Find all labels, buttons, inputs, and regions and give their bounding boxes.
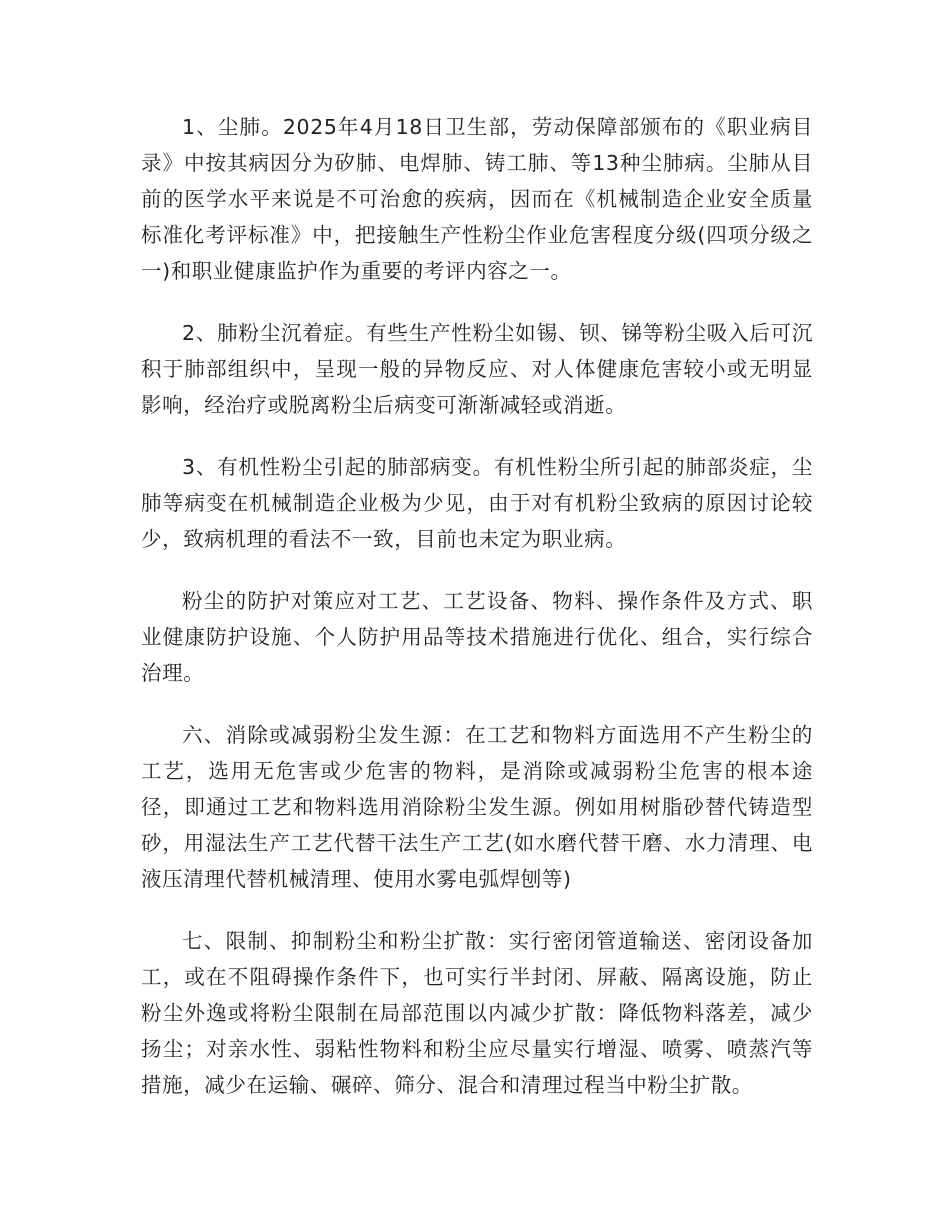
paragraph-dust-protection-strategy: 粉尘的防护对策应对工艺、工艺设备、物料、操作条件及方式、职业健康防护设施、个人防护用品等技术措施进行优化、组合，实行综合治理。 [141,589,813,685]
document-body [141,109,813,1129]
paragraph-organic-dust-lung-disease: 3、有机性粉尘引起的肺部病变。有机性粉尘所引起的肺部炎症，尘肺等病变在机械制造企业极为少见，由于对有机粉尘致病的原因讨论较少，致病机理的看法不一致，目前也未定为职业病。 [141,455,813,551]
paragraph-restrict-dust-spread: 七、限制、抑制粉尘和粉尘扩散：实行密闭管道输送、密闭设备加工，或在不阻碍操作条件下，也可实行半封闭、屏蔽、隔离设施，防止粉尘外逸或将粉尘限制在局部范围以内减少扩散：降低物料落差，减少扬尘；对亲水性、弱粘性物料和粉尘应尽量实行增湿、喷雾、喷蒸汽等措施，减少在运输、碾碎、筛分、混合和清理过程当中粉尘扩散。 [141,929,813,1097]
paragraph-pulmonary-dust-deposition: 2、肺粉尘沉着症。有些生产性粉尘如锡、钡、锑等粉尘吸入后可沉积于肺部组织中，呈现一般的异物反应、对人体健康危害较小或无明显影响，经治疗或脱离粉尘后病变可渐渐减轻或消逝。 [141,321,813,417]
paragraph-eliminate-dust-source: 六、消除或减弱粉尘发生源：在工艺和物料方面选用不产生粉尘的工艺，选用无危害或少危害的物料，是消除或减弱粉尘危害的根本途径，即通过工艺和物料选用消除粉尘发生源。例如用树脂砂替代铸造型砂，用湿法生产工艺代替干法生产工艺(如水磨代替干磨、水力清理、电液压清理代替机械清理、使用水雾电弧焊刨等) [141,723,813,891]
paragraph-pneumoconiosis: 1、尘肺。2025年4月18日卫生部，劳动保障部颁布的《职业病目录》中按其病因分为矽肺、电焊肺、铸工肺、等13种尘肺病。尘肺从目前的医学水平来说是不可治愈的疾病，因而在《机械制造企业安全质量标准化考评标准》中，把接触生产性粉尘作业危害程度分级(四项分级之一)和职业健康监护作为重要的考评内容之一。 [141,115,813,283]
